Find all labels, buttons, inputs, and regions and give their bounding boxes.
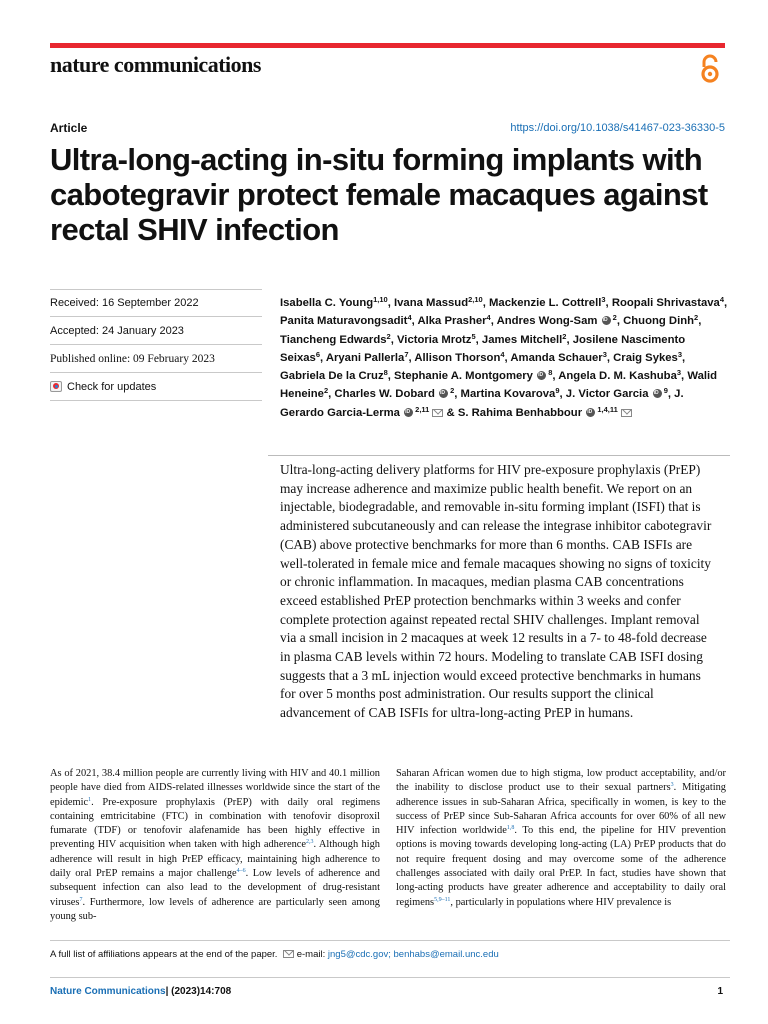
body-text: As of 2021, 38.4 million people are currently living with HIV and 40.1 million people have died from AIDS-related illnesses worldwide since the start of the epidemic — [50, 768, 380, 808]
author-name[interactable]: Charles W. Dobard iD $^2$ — [334, 388, 454, 400]
journal-name[interactable]: nature communications — [50, 52, 261, 77]
affiliation-superscript: 6 — [315, 349, 320, 359]
author-name[interactable]: Aryani Pallerla$^7$ — [325, 349, 409, 364]
abstract: Ultra-long-acting delivery platforms for HIV pre-exposure prophylaxis (PrEP) may increase adherence and maximize public health benefit. We report on an injectable, biodegradable, and removable in-situ forming implant (ISFI) that is administered subcutaneously and can release the integrase inhibitor cabotegravir (CAB) above protective benchmarks for more than 6 months. CAB ISFIs are well-tolerated in female mice and female macaques showing no signs of toxicity or chronic inflammation. In macaques, median plasma CAB concentrations exceed established PrEP protection benchmarks within 3 weeks and confer complete protection against repeated rectal SHIV challenges. Implant removal via a small incision in 2 macaques at week 12 results in a 7- to 48-fold decrease in plasma CAB levels within 72 hours. Modeling to translate CAB ISFI dosing suggests that a 3 mL injection would exceed protective benchmarks in humans for over 5 months post administration. Our results support the clinical advancement of CAB ISFIs for ultra-long-acting PrEP in humans. — [268, 455, 730, 723]
author-conjunction: & — [446, 406, 458, 419]
author-name[interactable]: Amanda Schauer$^3$ — [510, 349, 607, 364]
footer-citation: Nature Communications| (2023)14:708 — [50, 986, 232, 997]
affiliation-superscript: 9 — [555, 386, 560, 396]
author-name[interactable]: Craig Sykes$^3$ — [613, 349, 682, 364]
author-name[interactable]: Josilene Nascimento Seixas$^6$ — [280, 333, 686, 364]
orcid-icon[interactable] — [439, 389, 448, 398]
article-title: Ultra-long-acting in-situ forming implants with cabotegravir protect female macaques against rectal SHIV infection — [50, 142, 708, 247]
affiliation-superscript: 4 — [500, 349, 505, 359]
doi-link[interactable]: https://doi.org/10.1038/s41467-023-36330-5 — [510, 122, 725, 134]
mail-icon[interactable] — [621, 409, 632, 417]
email-links[interactable]: jng5@cdc.gov; benhabs@email.unc.edu — [327, 949, 499, 960]
affiliations-footnote: A full list of affiliations appears at the end of the paper. e-mail: jng5@cdc.gov; benhabs@email.unc.edu — [50, 949, 499, 960]
article-dates-panel — [50, 289, 262, 401]
affiliation-superscript: 2 — [694, 313, 699, 323]
affiliation-superscript: 2 — [323, 386, 329, 396]
footnote-divider — [50, 940, 730, 941]
author-name[interactable]: Walid Heneine$^2$ — [280, 370, 718, 401]
citation-link[interactable]: 4–6 — [236, 868, 246, 875]
author-name[interactable]: Isabella C. Young$^{1,10}$ — [280, 295, 388, 309]
body-text: . To this end, the pipeline for HIV prevention options is moving towards developing long-acting (LA) PrEP products that do not require frequent dosing and may overcome some of the adherence challenges associated with daily oral PrEP. In fact, studies have shown that long-acting products have greater adherence and acceptability to daily oral regimens — [396, 825, 726, 908]
accepted-date: Accepted: 24 January 2023 — [50, 317, 262, 345]
mail-icon — [283, 950, 294, 958]
author-name[interactable]: Roopali Shrivastava$^4$ — [611, 295, 724, 309]
mail-icon[interactable] — [432, 409, 443, 417]
body-text: . Although high adherence will result in high PrEP efficacy, maintaining high adherence to daily oral PrEP remains a major challenge — [50, 839, 380, 880]
header-accent-bar — [50, 43, 725, 48]
affiliation-superscript: 1,10 — [373, 295, 388, 304]
orcid-icon[interactable] — [602, 316, 611, 325]
author-name[interactable]: J. Victor Garcia iD $^9$ — [566, 388, 668, 400]
citation-link[interactable]: 7 — [79, 896, 83, 903]
received-date: Received: 16 September 2022 — [50, 289, 262, 317]
author-name[interactable]: Andres Wong-Sam iD $^2$ — [497, 315, 617, 327]
check-for-updates-button[interactable]: Check for updates — [50, 373, 262, 401]
author-name[interactable]: Alka Prasher$^4$ — [417, 313, 491, 328]
body-text: . Low levels of adherence and subsequent infection can also lead to the development of drug-resistant viruses — [50, 868, 380, 908]
affiliation-superscript: 2,11 — [413, 404, 430, 414]
affiliation-superscript: 7 — [404, 349, 409, 359]
citation-link[interactable]: 2,3 — [305, 839, 314, 846]
author-name[interactable]: James Mitchell$^2$ — [481, 331, 567, 346]
citation-link[interactable]: 1,8 — [506, 825, 515, 832]
author-name[interactable]: Gabriela De la Cruz$^8$ — [280, 368, 388, 383]
author-name[interactable]: Panita Maturavongsadit$^4$ — [280, 313, 412, 328]
affiliation-superscript: 3 — [676, 368, 682, 378]
author-list: Isabella C. Young$^{1,10}$, Ivana Massud$^{2,10}$, Mackenzie L. Cottrell$^3$, Roopali Shrivastava$^4$, Panita Maturavongsadit$^4$, Alka Prasher$^4$, Andres Wong-Sam iD $^2$, Chuong Dinh$^2$, Tiancheng Edwards$^2$, Victoria Mrotz$^5$, James Mitchell$^2$, Josilene Nascimento Seixas$^6$, Aryani Pallerla$^7$, Allison Thorson$^4$, Amanda Schauer$^3$, Craig Sykes$^3$, Gabriela De la Cruz$^8$, Stephanie A. Montgomery iD $^8$, Angela D. M. Kashuba$^3$, Walid Heneine$^2$, Charles W. Dobard iD $^2$, Martina Kovarova$^9$, J. Victor Garcia iD $^9$, J. Gerardo Garcia-Lerma iD $^{2,11}$ & S. Rahima Benhabbour iD $^{1,4,11}$ — [280, 294, 730, 422]
affiliation-superscript: 3 — [602, 349, 607, 359]
affiliation-superscript: 2 — [386, 331, 391, 341]
author-name[interactable]: Stephanie A. Montgomery iD $^8$ — [394, 370, 552, 382]
affiliation-superscript: 5 — [471, 331, 476, 341]
author-name[interactable]: Ivana Massud$^{2,10}$ — [394, 295, 483, 309]
affiliation-superscript: 2,10 — [468, 295, 483, 304]
affiliation-superscript: 4 — [407, 313, 412, 323]
orcid-icon[interactable] — [404, 408, 413, 417]
open-access-icon[interactable] — [698, 54, 722, 84]
affiliation-superscript: 2 — [447, 386, 455, 396]
body-text-column-left — [50, 767, 380, 924]
citation-link[interactable]: 3 — [670, 782, 674, 789]
footer-journal-link[interactable]: Nature Communications — [50, 986, 166, 997]
affiliation-superscript: 8 — [546, 368, 553, 378]
affiliation-superscript: 2 — [610, 313, 617, 323]
orcid-icon[interactable] — [653, 389, 662, 398]
body-text: . Pre-exposure prophylaxis (PrEP) with daily oral regimens containing emtricitabine (FTC) in combination with tenofovir disoproxil fumarate (TDF) or tenofovir alafenamide has been highly effective in preventing HIV acquisition when taken with high adherence — [50, 796, 380, 851]
affiliation-superscript: 4 — [486, 313, 491, 323]
body-text: Saharan African women due to high stigma, low product acceptability, and/or the inability to disclose product use to their sexual partners — [396, 768, 726, 794]
author-name[interactable]: Martina Kovarova$^9$ — [460, 386, 560, 401]
affiliation-superscript: 3 — [601, 295, 606, 304]
author-name[interactable]: J. Gerardo Garcia-Lerma iD $^{2,11}$ — [280, 388, 684, 418]
author-name[interactable]: Victoria Mrotz$^5$ — [396, 331, 476, 346]
check-updates-icon — [50, 381, 62, 392]
footer-divider — [50, 977, 730, 978]
affiliation-superscript: 3 — [677, 349, 682, 359]
orcid-icon[interactable] — [586, 408, 595, 417]
orcid-icon[interactable] — [537, 371, 546, 380]
body-text: . Mitigating adherence issues in sub-Saharan Africa, specifically in women, is key to the success of PrEP since Sub-Saharan Africa accounts for over 60% of all new HIV infection worldwide — [396, 782, 726, 837]
author-name[interactable]: Angela D. M. Kashuba$^3$ — [558, 368, 682, 383]
article-type-label: Article — [50, 121, 88, 135]
page-number: 1 — [717, 986, 723, 997]
affiliation-superscript: 9 — [661, 386, 668, 396]
affiliation-superscript: 8 — [383, 368, 388, 378]
body-text: , particularly in populations where HIV prevalence is — [450, 896, 672, 908]
affiliation-superscript: 4 — [719, 295, 724, 304]
author-name[interactable]: Chuong Dinh$^2$ — [623, 313, 699, 328]
citation-link[interactable]: 1 — [88, 796, 92, 803]
affiliation-superscript: 1,4,11 — [595, 404, 618, 414]
author-name[interactable]: Allison Thorson$^4$ — [414, 349, 505, 364]
author-name[interactable]: S. Rahima Benhabbour iD $^{1,4,11}$ — [458, 407, 632, 419]
published-date: Published online: 09 February 2023 — [50, 345, 262, 373]
citation-link[interactable]: 5,9–11 — [434, 896, 451, 903]
body-text: . Furthermore, low levels of adherence are particularly seen among young sub- — [50, 896, 380, 922]
affiliation-superscript: 2 — [562, 331, 567, 341]
body-text-column-right — [396, 767, 726, 910]
author-name[interactable]: Tiancheng Edwards$^2$ — [280, 331, 391, 346]
author-name[interactable]: Mackenzie L. Cottrell$^3$ — [489, 295, 606, 309]
